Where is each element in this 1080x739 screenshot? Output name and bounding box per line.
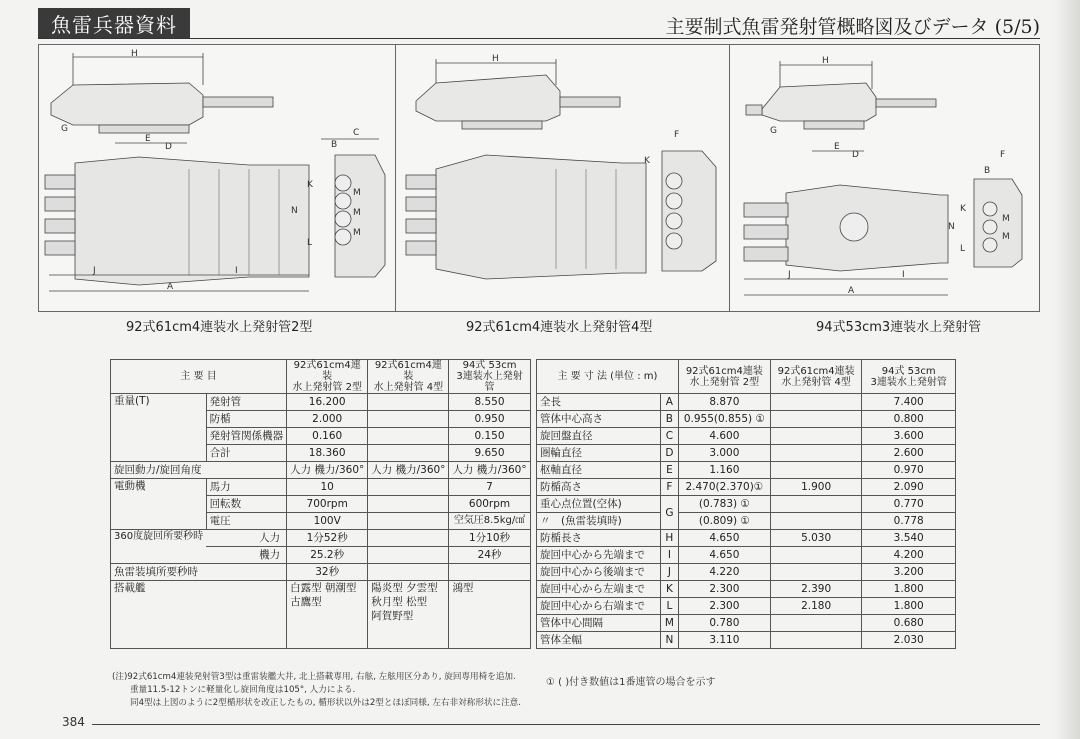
dim-label: K (960, 204, 966, 214)
table-header: 94式 53cm 3連装水上発射管 (862, 360, 956, 394)
dim-label: L (960, 244, 966, 254)
page-number: 384 (62, 715, 85, 729)
dim-label: N (948, 222, 955, 232)
torpedo-tube-type4-drawing (396, 45, 729, 311)
table-header: 92式61cm4連装 水上発射管 2型 (678, 360, 770, 394)
figure-panel (38, 44, 1040, 312)
table-row: 防楯 2.000 0.950 (111, 411, 531, 428)
table-row: 旋回中心から先端まで I 4.650 4.200 (537, 547, 956, 564)
table-row: 搭載艦 白露型 朝潮型 古鷹型 陽炎型 夕雲型 秋月型 松型 阿賀野型 鴻型 (111, 581, 531, 649)
table-row: 旋回中心から後端まで J 4.220 3.200 (537, 564, 956, 581)
dim-label: M (1002, 214, 1010, 224)
dim-label: I (235, 266, 238, 276)
table-row: 電圧 100V 空気圧8.5kg/㎠ (111, 513, 531, 530)
footer-rule (92, 724, 1040, 725)
footnote: (注)92式61cm4連装発射管3型は重雷装艦大井, 北上搭載専用, 右舷, 左舷用区分あり, 旋回専用椅を追加. 重量11.5-12トンに軽量化し旋回角度は105°, 人力による. 同4型は上図のように2型楯形状を改正したもの, 楯形状以外は2型とほぼ同様, 左右非対称形状に注意. (112, 672, 522, 708)
table-header: 94式 53cm 3連装水上発射管 (449, 360, 530, 394)
table-header: 92式61cm4連装 水上発射管 4型 (770, 360, 862, 394)
torpedo-tube-type2-drawing (39, 45, 395, 311)
table-row: 回転数 700rpm 600rpm (111, 496, 531, 513)
table-row: 圏輪直径 D 3.000 2.600 (537, 445, 956, 462)
dim-label: B (331, 140, 338, 150)
table-footnote: ① ( )付き数値は1番連管の場合を示す (546, 677, 716, 688)
dim-label: J (788, 270, 791, 280)
dim-label: M (1002, 232, 1010, 242)
table-header: 主 要 寸 法 (単位 : m) (537, 360, 679, 394)
table-row: 電動機 馬力 10 7 (111, 479, 531, 496)
torpedo-tube-94-drawing (730, 45, 1039, 311)
table-row: 魚雷装填所要秒時 32秒 (111, 564, 531, 581)
dim-label: E (145, 134, 151, 144)
table-row: 360度旋回所要秒時 人力 1分52秒 1分10秒 (111, 530, 531, 547)
table-row: 重量(T) 発射管 16.200 8.550 (111, 394, 531, 411)
dim-label: L (307, 238, 313, 248)
dim-label: N (291, 206, 298, 216)
dim-label: B (984, 166, 991, 176)
table-header: 92式61cm4連装 水上発射管 4型 (368, 360, 449, 394)
figure-caption: 94式53cm3連装水上発射管 (816, 320, 982, 335)
dim-label: H (131, 49, 138, 59)
table-row: 防楯高さ F 2.470(2.370)① 1.900 2.090 (537, 479, 956, 496)
figure-caption: 92式61cm4連装水上発射管4型 (466, 320, 653, 335)
dim-label: H (822, 56, 829, 66)
dim-label: H (492, 54, 499, 64)
table-row: 防楯長さ H 4.650 5.030 3.540 (537, 530, 956, 547)
dim-label: D (852, 150, 859, 160)
dim-label: E (834, 142, 840, 152)
table-header: 主 要 目 (111, 360, 287, 394)
dim-label: I (902, 270, 905, 280)
table-row: 合計 18.360 9.650 (111, 445, 531, 462)
dim-label: D (165, 142, 172, 152)
dim-label: C (353, 128, 360, 138)
dim-label: M (353, 188, 361, 198)
table-row: 〃 (魚雷装填時) (0.809) ① 0.778 (537, 513, 956, 530)
dim-label: F (1000, 150, 1006, 160)
page-fold-shadow (1054, 0, 1080, 739)
table-row: 枢軸直径 E 1.160 0.970 (537, 462, 956, 479)
dim-label: G (61, 124, 68, 134)
table-row: 旋回中心から右端まで L 2.300 2.180 1.800 (537, 598, 956, 615)
table-header: 92式61cm4連装 水上発射管 2型 (287, 360, 368, 394)
figure-caption: 92式61cm4連装水上発射管2型 (126, 320, 313, 335)
page-title: 主要制式魚雷発射管概略図及びデータ (5/5) (665, 16, 1040, 38)
dimensions-table (536, 359, 956, 649)
dim-label: K (644, 156, 650, 166)
table-row: 全長 A 8.870 7.400 (537, 394, 956, 411)
table-row: 重心点位置(空体) G (0.783) ① 0.770 (537, 496, 956, 513)
table-row: 旋回動力/旋回角度 人力 機力/360° 人力 機力/360° 人力 機力/360° (111, 462, 531, 479)
dim-label: G (770, 126, 777, 136)
dim-label: K (307, 180, 313, 190)
dim-label: M (353, 228, 361, 238)
table-row: 旋回盤直径 C 4.600 3.600 (537, 428, 956, 445)
table-row: 管体中心間隔 M 0.780 0.680 (537, 615, 956, 632)
table-row: 機力 25.2秒 24秒 (111, 547, 531, 564)
table-row: 旋回中心から左端まで K 2.300 2.390 1.800 (537, 581, 956, 598)
dim-label: A (167, 282, 174, 292)
table-row: 管体中心高さ B 0.955(0.855) ① 0.800 (537, 411, 956, 428)
dim-label: M (353, 208, 361, 218)
main-specs-table (110, 359, 531, 649)
section-tag: 魚雷兵器資料 (38, 8, 190, 38)
table-row: 発射管関係機器 0.160 0.150 (111, 428, 531, 445)
dim-label: A (848, 286, 855, 296)
dim-label: F (674, 130, 680, 140)
table-row: 管体全幅 N 3.110 2.030 (537, 632, 956, 649)
dim-label: J (93, 266, 96, 276)
header-rule (38, 38, 1040, 39)
